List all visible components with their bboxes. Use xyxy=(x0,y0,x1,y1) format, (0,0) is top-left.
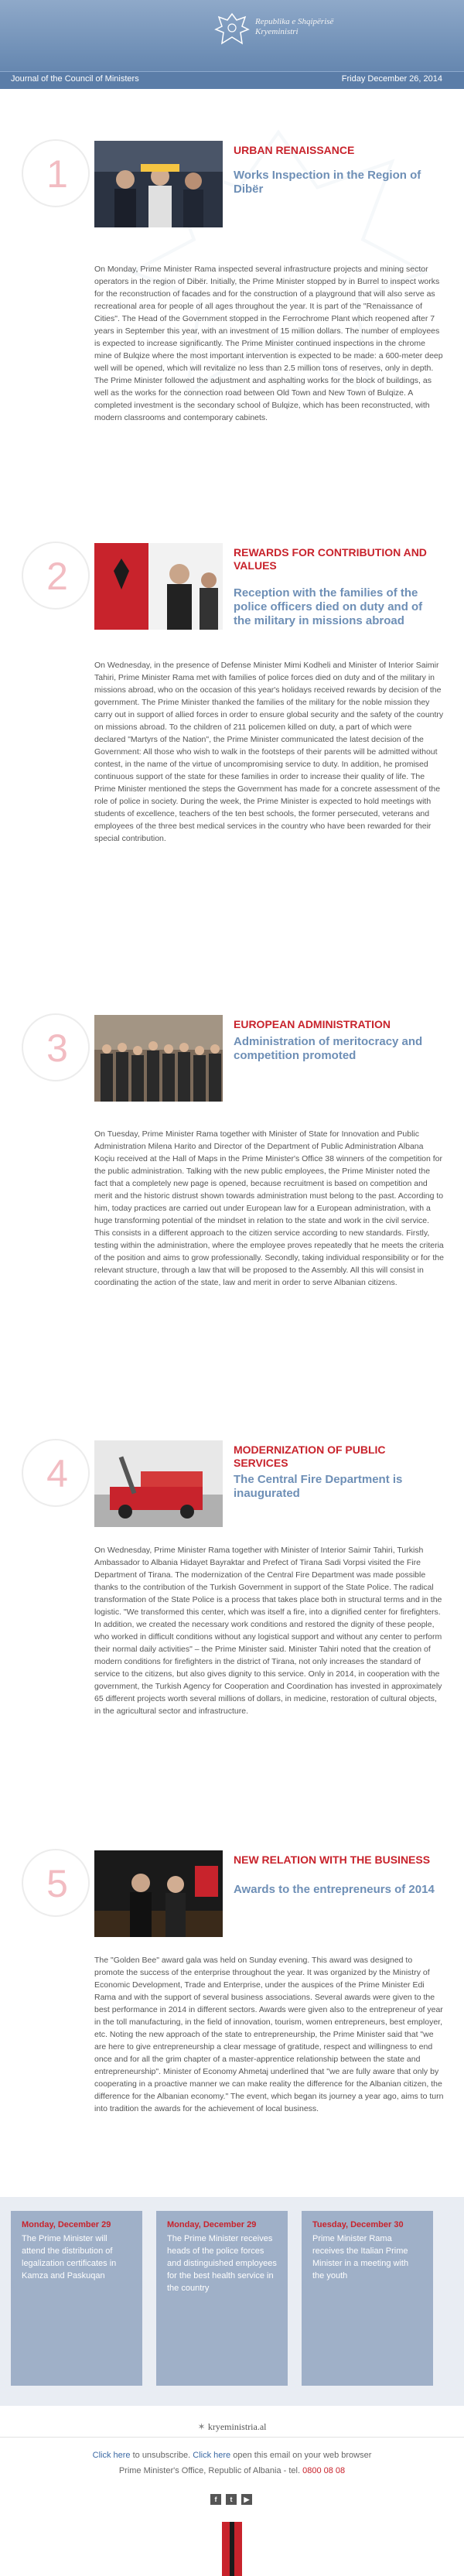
footer-logo[interactable] xyxy=(0,2420,464,2434)
twitter-icon[interactable]: t xyxy=(226,2494,237,2505)
address-line xyxy=(0,2466,464,2475)
article-body: On Tuesday, Prime Minister Rama together with Minister of State for Innovation and Public Administration Milena Harito and Director of the Department of Public Administration Albana Koçiu received at the Hall of Maps in the Prime Minister's Office 38 winners of the competition for the public administration. Talking with the new public employees, the Prime Minister noted the fact that a completely new page is opened, because recruitment is based on competition and merit and the historic distrust shown towards administration must belong to the past. According to him, today practices are carried out under European law for a European administration, with a huge transforming potential of the mindset in relation to the state and work in the civil service. This consists in a different approach to the citizen service according to new standards. Firstly, testing within the administration, where the employee proves repeatedly that he meets the criteria of the position and aims to grow professionally. Secondly, taking individual responsibility or for the relevant structure, through a law that will be proposed to the Assembly. All this will consist in coordinating the action of the state, law and merit in order to serve Albanian citizens. xyxy=(94,1129,444,1287)
schedule-item xyxy=(156,2211,288,2386)
article-photo xyxy=(94,543,223,630)
article-category: URBAN RENAISSANCE xyxy=(234,144,355,156)
article-number-circle xyxy=(22,1849,90,1917)
republic-wordmark xyxy=(255,17,333,37)
article-subtitle: Works Inspection in the Region of Dibër xyxy=(234,169,421,196)
article-body: The "Golden Bee" award gala was held on Sunday evening. This award was designed to promote the success of the enterprise throughout the year. It was organized by the Ministry of Economic Development, Trade and Enterprise, under the auspices of the Prime Minister Edi Rama and with the support of several business associations. Several awards were given to the best performance in 2014 in different sectors. Awards were given also to the entrepreneur of year in the toll manufacturing, in the field of innovation, tourism, women entrepreneurs, best employer, etc. Noting the new approach of the state to entrepreneurship, the Prime Minister said that "we are here to give entrepreneurship a clear message of gratitude, respect and willingness to end once and for all the grim chapter of a master-apprentice relationship between the state and entrepreneurship". Minister of Economy Ahmetaj underlined that "we are fully aware that only by cooperating in a proactive manner we can make reality the difference for the Albanian citizen, the difference for the Albanian economy." The event, which began its journey a year ago, aims to turn into tradition the awards for the achievement of local business. xyxy=(94,1956,444,2113)
article-number-circle xyxy=(22,542,90,610)
article-body: On Wednesday, in the presence of Defense Minister Mimi Kodheli and Minister of Interior Saimir Tahiri, Prime Minister Rama met with families of police forces died on duty and of the military in missions abroad, who on the occasion of this year's holidays received rewards by decision of the government. The Prime Minister thanked the families of the military for the noble mission they carry out in support of allied forces in order to ensure global security and the safety of the country on missions abroad. To the children of 211 policemen killed on duty, a part of which were declared "Martyrs of the Nation", the Prime Minister communicated the latest decision of the Government: All those who wish to walk in the footsteps of their parents will be admitted without contest, in the name of the virtue of uncompromising service to duty. In addition, he promised continuous support of the state for these families in order to increase their quality of life. The Prime Minister mentioned the steps the Government has made for a concrete assessment of the role of police in society. During the week, the Prime Minister is expected to hold meetings with students of excellence, teachers of the ten best schools, the former persecuted, veterans and employees of the three best medical services in the country who have been rewarded for their special contribution. xyxy=(94,661,444,843)
site-name: kryeministria.al xyxy=(207,2421,267,2432)
article-number: 3 xyxy=(46,1027,68,1070)
unsubscribe-line xyxy=(0,2451,464,2460)
article-subtitle: Reception with the families of the police officers died on duty and of the military in missions abroad xyxy=(234,586,423,627)
article-category: REWARDS FOR CONTRIBUTION AND VALUES xyxy=(234,546,427,572)
phone-link[interactable]: 0800 08 08 xyxy=(302,2466,346,2475)
article-photo xyxy=(94,1440,223,1527)
article-photo xyxy=(94,141,223,227)
article-category: EUROPEAN ADMINISTRATION xyxy=(234,1018,391,1030)
web-browser-text: open this email on your web browser xyxy=(230,2451,372,2460)
footer-divider xyxy=(0,2437,464,2438)
flag-stripe-icon xyxy=(222,2522,242,2576)
facebook-icon[interactable]: f xyxy=(210,2494,221,2505)
article-photo xyxy=(94,1850,223,1937)
small-eagle-icon: ✶ xyxy=(197,2421,208,2432)
article-number-circle xyxy=(22,1013,90,1081)
web-browser-link[interactable]: Click here xyxy=(193,2451,231,2460)
schedule-item xyxy=(302,2211,433,2386)
article-number-circle xyxy=(22,1439,90,1507)
schedule-date: Monday, December 29 xyxy=(167,2220,257,2229)
schedule-date: Monday, December 29 xyxy=(22,2220,111,2229)
article-body: On Wednesday, Prime Minister Rama together with Minister of Interior Saimir Tahiri, Turkish Ambassador to Albania Hidayet Bayraktar and Prefect of Tirana Sadi Vorpsi visited the Fire Department of Tirana. The modernization of the Central Fire Department was made possible thanks to the contribution of the Turkish Government in support of the State Police. The radical transformation of the State Police is a process that takes place both in structural terms and in the logistic. "We transformed this center, which was itself a fire, into a dignified center for firefighters. In addition, we created the necessary work conditions and restored the dignity of these people, who worked in difficult conditions without any logistical support and without any center to perform their normal daily activities" – the Prime Minister said. Minister Tahiri noted that the creation of modern conditions for firefighters in the district of Tirana, not only increases the standard of service to the citizens, but also gives dignity to this service. Only in 2014, in cooperation with the government, the Turkish Agency for Cooperation and Coordination has invested in approximately 65 different projects worth several millions of dollars, in medicine, restoration of cultural objects, in the agricultural sector and infrastructure. xyxy=(94,1546,442,1716)
issue-date: Friday December 26, 2014 xyxy=(341,74,442,84)
article-category: NEW RELATION WITH THE BUSINESS xyxy=(234,1853,431,1866)
unsubscribe-link[interactable]: Click here xyxy=(92,2451,131,2460)
article-number-circle xyxy=(22,139,90,207)
schedule-text: Prime Minister Rama receives the Italian Prime Minister in a meeting with the youth xyxy=(312,2234,409,2280)
article-subtitle: The Central Fire Department is inaugurated xyxy=(234,1473,403,1500)
schedule-date: Tuesday, December 30 xyxy=(312,2220,404,2229)
social-links xyxy=(210,2494,252,2505)
youtube-icon[interactable]: ▶ xyxy=(241,2494,252,2505)
article-number: 2 xyxy=(46,555,68,598)
header xyxy=(0,0,464,89)
article-subtitle: Awards to the entrepreneurs of 2014 xyxy=(234,1883,435,1896)
article-category: MODERNIZATION OF PUBLIC SERVICES xyxy=(234,1443,386,1469)
schedule-text: The Prime Minister will attend the distribution of legalization certificates in Kamza and Paskuqan xyxy=(22,2234,117,2280)
article-photo xyxy=(94,1015,223,1102)
unsubscribe-text: to unsubscribe. xyxy=(130,2451,193,2460)
address-text: Prime Minister's Office, Republic of Albania - tel. xyxy=(118,2466,303,2475)
schedule-item xyxy=(11,2211,142,2386)
schedule-text: The Prime Minister receives heads of the police forces and distinguished employees for the best health service in the country xyxy=(167,2234,277,2293)
albania-eagle-emblem-icon xyxy=(211,9,253,51)
republic-line: Republika e Shqipërisë xyxy=(255,17,334,26)
prime-minister-line: Kryeministri xyxy=(255,27,299,36)
article-body: On Monday, Prime Minister Rama inspected several infrastructure projects and mining sector operators in the region of Dibër. Initially, the Prime Minister stopped by in Burrel to inspect works for the reconstruction of facades and for the construction of a playground that will also serve as recreational area for people of all ages throughout the year. It is part of the "Renaissance of Cities". The Head of the Government stopped in the Ferrochrome Plant which reopened after 7 years in September this year, with an investment of 15 million dollars. The number of employees is expected to increase significantly. The Prime Minister continued inspections in the chrome mine of Bulqize where the most important intervention is expected to be made: a 600-meter deep well will be opened, which will revitalize no less than 2.5 million tons of reserves, only in depth. The Prime Minister followed the adjustment and asphalting works for the block of buildings, as well as the works for the connection road between Old Town and New Town of Bulqize. A completed investment is the secondary school of Bulqize, which has been reconstructed, with modern classrooms and contemporary cabinets. xyxy=(94,265,443,422)
journal-title: Journal of the Council of Ministers xyxy=(11,74,139,84)
article-number: 1 xyxy=(46,152,68,196)
article-number: 4 xyxy=(46,1452,68,1495)
article-subtitle: Administration of meritocracy and competition promoted xyxy=(234,1035,423,1062)
article-number: 5 xyxy=(46,1862,68,1905)
